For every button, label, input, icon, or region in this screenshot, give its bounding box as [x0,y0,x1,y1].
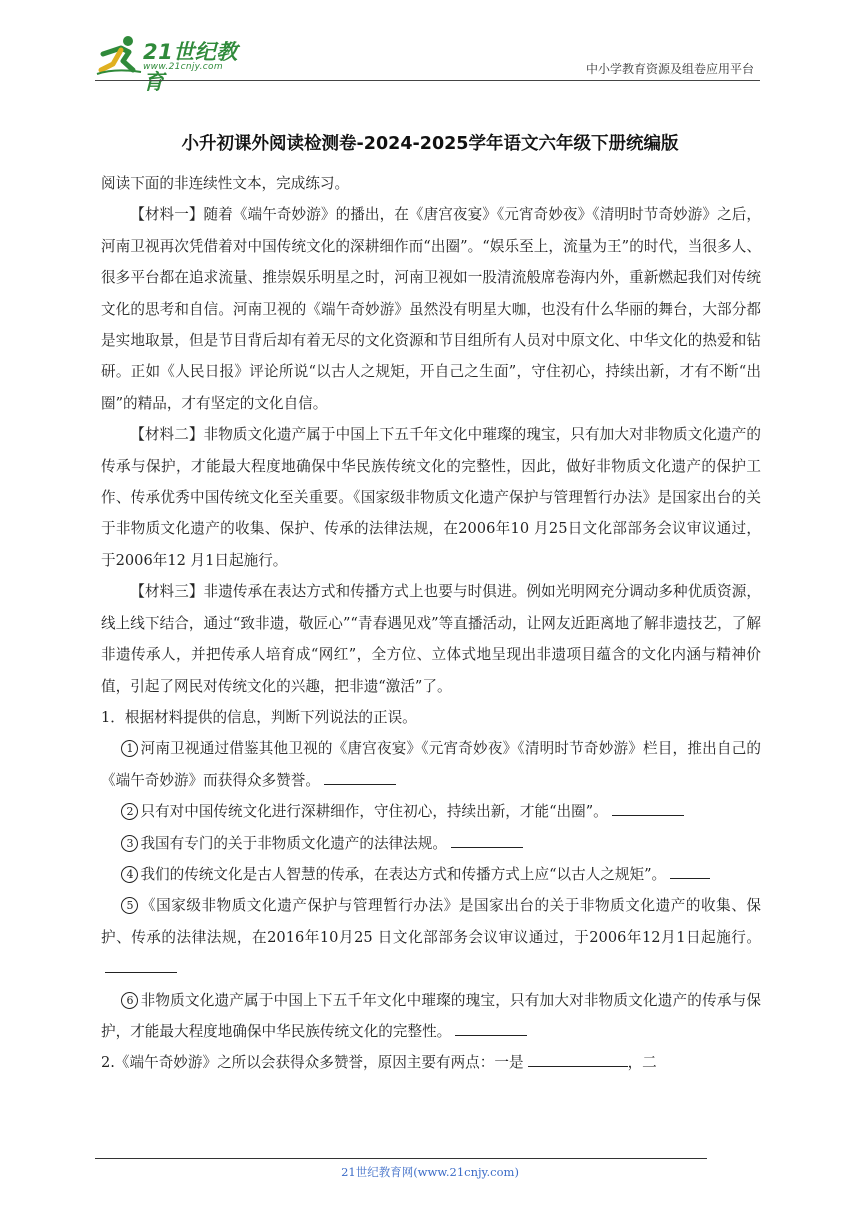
question-1-option [101,733,761,796]
question-1-option [101,890,761,984]
material-2: 【材料二】非物质文化遗产属于中国上下五千年文化中璀璨的瑰宝，只有加大对非物质文化遗产的传承与保护，才能最大程度地确保中华民族传统文化的完整性，因此，做好非物质文化遗产的保护工作、传承优秀中国传统文化至关重要。《国家级非物质文化遗产保护与管理暂行办法》是国家出台的关于非物质文化遗产的收集、保护、传承的法律法规，在2006年10 月25日文化部部务会议审议通过，于2006年12 月1日起施行。 [101,426,761,569]
question-1-option [101,796,761,827]
intro-text: 阅读下面的非连续性文本，完成练习。 [101,175,350,192]
option-number: 6 [121,992,138,1009]
platform-name: 中小学教育资源及组卷应用平台 [585,62,754,76]
page-title: 小升初课外阅读检测卷-2024-2025学年语文六年级下册统编版 [181,134,679,154]
material-1: 【材料一】随着《端午奇妙游》的播出，在《唐宫夜宴》《元宵奇妙夜》《清明时节奇妙游》之后，河南卫视再次凭借着对中国传统文化的深耕细作而“出圈”。“娱乐至上，流量为王”的时代，当很多人、很多平台都在追求流量、推崇娱乐明星之时，河南卫视如一股清流般席卷海内外，重新燃起我们对传统文化的思考和自信。河南卫视的《端午奇妙游》虽然没有明星大咖，也没有什么华丽的舞台，大部分都是实地取景，但是节目背后却有着无尽的文化资源和节目组所有人员对中原文化、中华文化的热爱和钻研。正如《人民日报》评论所说“以古人之规矩，开自己之生面”，守住初心，持续出新，才有不断“出圈”的精品，才有坚定的文化自信。 [101,206,761,412]
question-2-tail: ，二 [627,1054,657,1072]
document-body [101,168,761,1079]
answer-blank[interactable] [612,801,684,816]
option-number: 3 [121,835,138,852]
option-text: 我国有专门的关于非物质文化遗产的法律法规。 [140,834,447,852]
option-text: 只有对中国传统文化进行深耕细作，守住初心，持续出新，才能“出圈”。 [140,803,608,821]
logo-url: www.21cnjy.com [143,62,223,72]
option-number: 1 [121,740,138,757]
header-divider [95,80,760,81]
footer-link[interactable]: 21世纪教育网(www.21cnjy.com) [341,1165,519,1179]
logo-text: 21世纪教育 [143,40,238,94]
question-1-option [101,828,761,859]
logo [95,34,255,94]
answer-blank[interactable] [105,958,177,973]
runner-logo-icon [95,34,145,78]
option-number: 4 [121,866,138,883]
answer-blank[interactable] [451,833,523,848]
question-1-option [101,859,761,890]
answer-blank[interactable] [528,1052,628,1067]
question-2-stem: 2.《端午奇妙游》之所以会获得众多赞誉，原因主要有两点：一是 [101,1054,524,1072]
answer-blank[interactable] [324,770,396,785]
page-header [95,34,760,94]
option-number: 5 [121,897,138,914]
answer-blank[interactable] [455,1021,527,1036]
option-number: 2 [121,803,138,820]
option-text: 非物质文化遗产属于中国上下五千年文化中璀璨的瑰宝，只有加大对非物质文化遗产的传承与保护，才能最大程度地确保中华民族传统文化的完整性。 [101,991,761,1040]
question-1-option [101,985,761,1048]
question-2 [101,1047,761,1078]
option-text: 《国家级非物质文化遗产保护与管理暂行办法》是国家出台的关于非物质文化遗产的收集、保护、传承的法律法规，在2016年10月25 日文化部部务会议审议通过，于2006年12月1日起施行。 [101,897,761,946]
footer-divider [95,1158,707,1159]
question-1-stem: 1．根据材料提供的信息，判断下列说法的正误。 [101,708,417,726]
answer-blank[interactable] [670,864,710,879]
option-text: 我们的传统文化是古人智慧的传承，在表达方式和传播方式上应“以古人之规矩”。 [140,865,667,883]
material-3: 【材料三】非遗传承在表达方式和传播方式上也要与时俱进。例如光明网充分调动多种优质资源，线上线下结合，通过“致非遗，敬匠心”“青春遇见戏”等直播活动，让网友近距离地了解非遗技艺，了解非遗传承人，并把传承人培育成“网红”，全方位、立体式地呈现出非遗项目蕴含的文化内涵与精神价值，引起了网民对传统文化的兴趣，把非遗“激活”了。 [101,583,761,695]
option-text: 河南卫视通过借鉴其他卫视的《唐宫夜宴》《元宵奇妙夜》《清明时节奇妙游》栏目，推出自己的《端午奇妙游》而获得众多赞誉。 [101,740,761,789]
